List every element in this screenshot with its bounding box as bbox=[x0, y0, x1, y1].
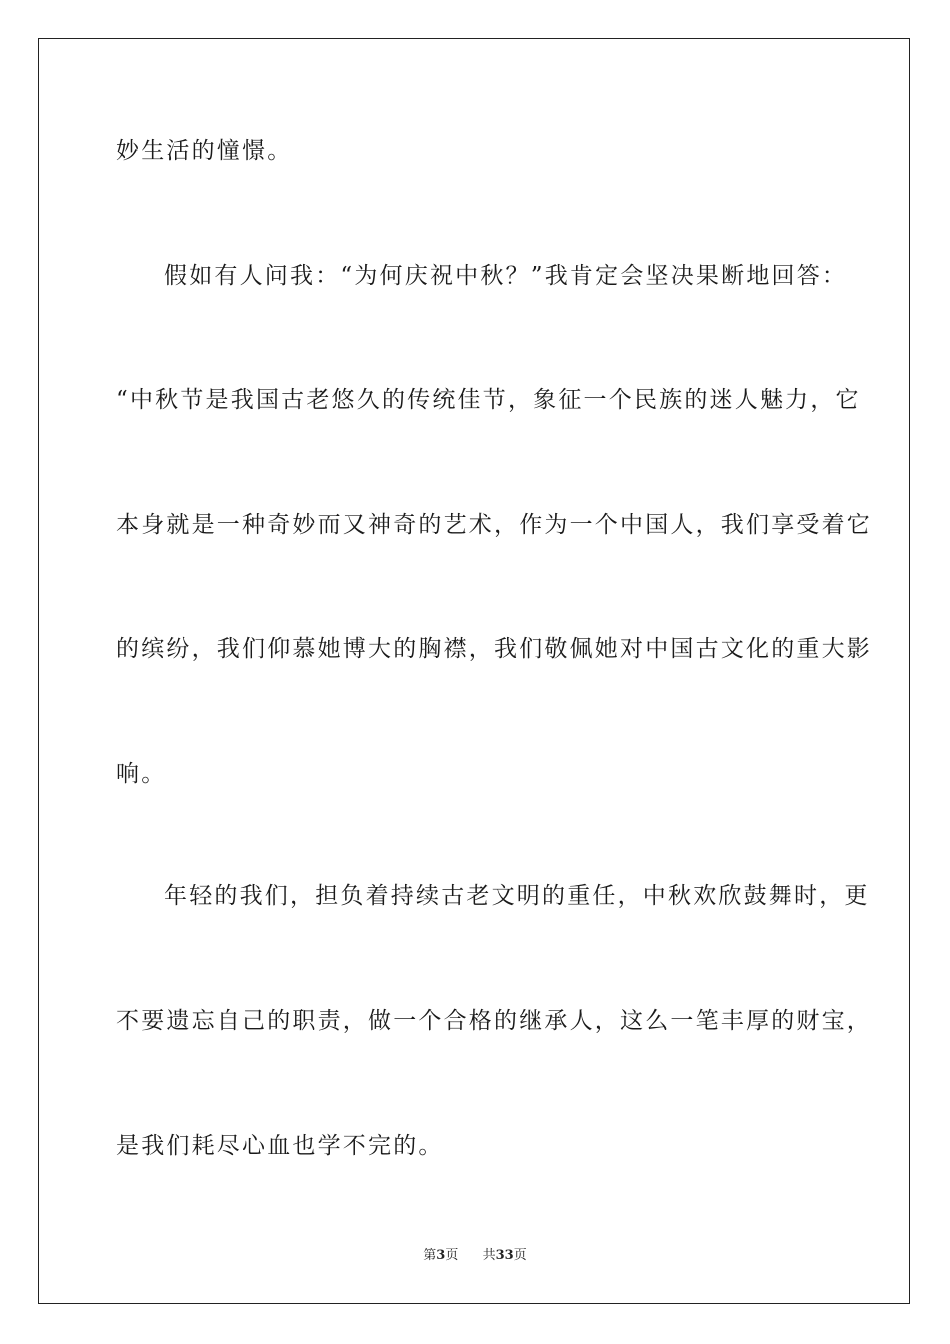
page-suffix: 页 bbox=[445, 1248, 459, 1263]
total-pages: 33 bbox=[495, 1248, 514, 1263]
text-line: 不要遗忘自己的职责，做一个合格的继承人，这么一笔丰厚的财宝， bbox=[116, 1008, 872, 1034]
page-label bbox=[423, 1247, 458, 1265]
text-line: “中秋节是我国古老悠久的传统佳节，象征一个民族的迷人魅力，它 bbox=[116, 387, 861, 413]
page-number: 3 bbox=[436, 1248, 446, 1263]
paragraph-first-line: 假如有人问我：“为何庆祝中秋？”我肯定会坚决果断地回答： bbox=[164, 263, 848, 289]
total-prefix: 共 bbox=[482, 1248, 496, 1263]
text-line: 响。 bbox=[116, 761, 167, 787]
total-suffix: 页 bbox=[513, 1248, 527, 1263]
page-footer bbox=[0, 1247, 950, 1265]
text-line: 本身就是一种奇妙而又神奇的艺术，作为一个中国人，我们享受着它 bbox=[116, 512, 872, 538]
paragraph-first-line: 年轻的我们，担负着持续古老文明的重任，中秋欢欣鼓舞时，更 bbox=[164, 883, 870, 909]
text-line: 是我们耗尽心血也学不完的。 bbox=[116, 1133, 444, 1159]
text-line: 妙生活的憧憬。 bbox=[116, 138, 293, 164]
total-pages-label bbox=[483, 1247, 527, 1265]
page-prefix: 第 bbox=[423, 1248, 437, 1263]
page-border bbox=[38, 38, 910, 1304]
text-line: 的缤纷，我们仰慕她博大的胸襟，我们敬佩她对中国古文化的重大影 bbox=[116, 636, 872, 662]
